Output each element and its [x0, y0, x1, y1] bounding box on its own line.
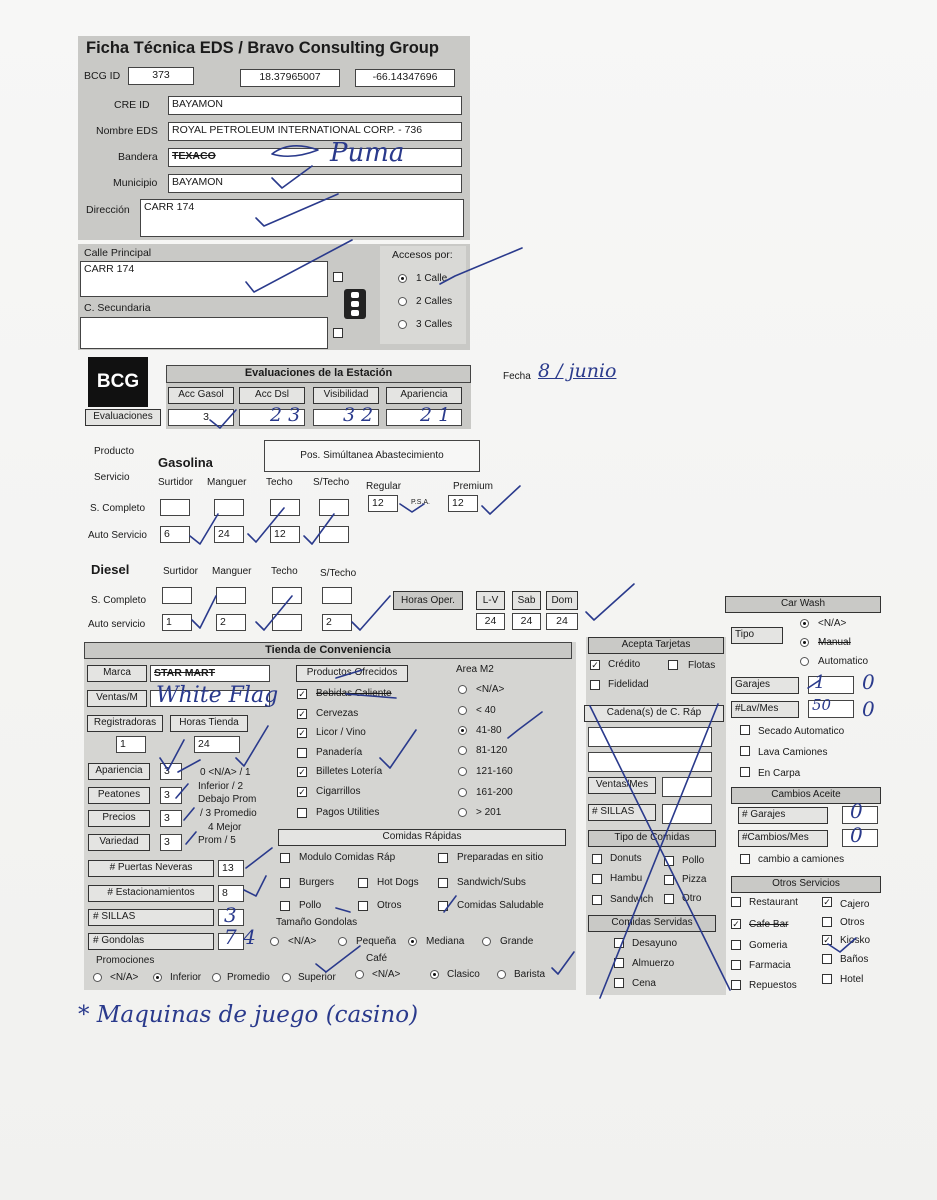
- calle-secundaria-field[interactable]: [80, 317, 328, 349]
- cambios-mes-label: #Cambios/Mes: [738, 830, 828, 847]
- puertas-field[interactable]: 13: [218, 860, 244, 877]
- tamano-mediana-radio[interactable]: [408, 937, 417, 946]
- cafe-na-radio[interactable]: [355, 970, 364, 979]
- tamano-na-radio[interactable]: [270, 937, 279, 946]
- apariencia-label: Apariencia: [88, 763, 150, 780]
- premium-field[interactable]: 12: [448, 495, 478, 512]
- gas-col-manguer: Manguer: [207, 477, 247, 488]
- gondolas-handwritten: 7 4: [224, 925, 256, 949]
- cadena-field-2[interactable]: [588, 752, 712, 772]
- prod-bebidas-label: Bebidas Caliente: [316, 688, 392, 699]
- otros-cafebar-label: Cafe Bar: [749, 919, 789, 930]
- tipo-pollo-checkbox[interactable]: [664, 856, 674, 866]
- sillas-handwritten: 3: [224, 903, 237, 927]
- gas-auto-surtidor[interactable]: 6: [160, 526, 190, 543]
- gas-s-completo-label: S. Completo: [90, 503, 146, 514]
- visibilidad-handwritten: 3 2: [343, 404, 374, 426]
- tipo-hambu-checkbox[interactable]: [592, 874, 602, 884]
- servida-desayuno-checkbox[interactable]: [614, 938, 624, 948]
- bandera-field[interactable]: TEXACO: [168, 148, 462, 167]
- dsl-auto-manguer[interactable]: 2: [216, 614, 246, 631]
- servida-cena-label: Cena: [632, 978, 656, 989]
- traffic-light-icon: [344, 289, 366, 319]
- otros-banos-label: Baños: [840, 954, 869, 965]
- area-161-200-radio[interactable]: [458, 788, 467, 797]
- tarjetas-title: Acepta Tarjetas: [588, 637, 724, 654]
- calle-secundaria-label: C. Secundaria: [84, 302, 151, 314]
- secado-checkbox[interactable]: [740, 725, 750, 735]
- en-carpa-checkbox[interactable]: [740, 767, 750, 777]
- municipio-label: Municipio: [113, 177, 158, 189]
- area-201-label: > 201: [476, 807, 502, 818]
- calle-principal-field[interactable]: CARR 174: [80, 261, 328, 297]
- otros-hotel-label: Hotel: [840, 974, 864, 985]
- area-121-160-label: 121-160: [476, 766, 513, 777]
- tienda-title: Tienda de Conveniencia: [84, 642, 572, 659]
- comida-otros-label: Otros: [377, 900, 402, 911]
- horas-dom-field[interactable]: 24: [546, 613, 578, 630]
- dsl-sc-surtidor[interactable]: [162, 587, 192, 604]
- cafe-barista-radio[interactable]: [497, 970, 506, 979]
- tipo-otro-checkbox[interactable]: [664, 894, 674, 904]
- promo-promedio-radio[interactable]: [212, 973, 221, 982]
- otros-restaurant-label: Restaurant: [749, 897, 798, 908]
- peatones-field[interactable]: 3: [160, 787, 182, 804]
- pos-simultanea-box: Pos. Simúltanea Abastecimiento: [264, 440, 480, 472]
- dsl-col-surtidor: Surtidor: [163, 566, 199, 577]
- tipo-hambu-label: Hambu: [610, 873, 643, 884]
- precios-label: Precios: [88, 810, 150, 827]
- visibilidad-header: Visibilidad: [313, 387, 379, 404]
- camiones-label: cambio a camiones: [758, 854, 845, 865]
- servida-cena-checkbox[interactable]: [614, 978, 624, 988]
- servida-almuerzo-checkbox[interactable]: [614, 958, 624, 968]
- tipo-pollo-label: Pollo: [682, 855, 705, 866]
- flotas-label: Flotas: [688, 660, 716, 671]
- horas-tienda-label: Horas Tienda: [170, 715, 248, 732]
- productos-label: Productos Ofrecidos: [296, 665, 408, 682]
- gas-col-techo: Techo: [266, 477, 293, 488]
- prod-pagos-label: Pagos Utilities: [316, 807, 380, 818]
- comida-preparadas-label: Preparadas en sitio: [457, 852, 544, 863]
- area-na-label: <N/A>: [476, 684, 505, 695]
- gas-auto-label: Auto Servicio: [88, 530, 147, 541]
- prod-panaderia-label: Panadería: [316, 747, 363, 758]
- dsl-sc-stecho[interactable]: [322, 587, 352, 604]
- acceso-1-label: 1 Calle: [416, 273, 448, 284]
- garajes-label: Garajes: [731, 677, 799, 694]
- ventas-label: Ventas/M: [87, 690, 147, 707]
- dsl-auto-label: Auto servicio: [88, 619, 146, 630]
- accesos-label: Accesos por:: [392, 249, 453, 261]
- servida-desayuno-label: Desayuno: [632, 938, 678, 949]
- comida-modulo-label: Modulo Comidas Ráp: [299, 852, 396, 863]
- otros-repuestos-label: Repuestos: [749, 980, 797, 991]
- registradoras-field[interactable]: 1: [116, 736, 146, 753]
- cafe-na-label: <N/A>: [372, 969, 401, 980]
- cadena-sillas-field[interactable]: [662, 804, 712, 824]
- cambios-title: Cambios Aceite: [731, 787, 881, 804]
- scale-3: / 3 Promedio: [200, 808, 257, 819]
- otros-restaurant-checkbox[interactable]: [731, 897, 741, 907]
- comida-sandwich-checkbox[interactable]: [438, 878, 448, 888]
- comida-preparadas-checkbox[interactable]: [438, 853, 448, 863]
- acceso-1-radio[interactable]: [398, 274, 407, 283]
- bcg-logo: BCG: [88, 357, 148, 407]
- credito-label: Crédito: [608, 659, 641, 670]
- credito-checkbox[interactable]: ✓: [591, 660, 599, 670]
- regular-label: Regular: [366, 481, 402, 492]
- gas-col-stecho: S/Techo: [313, 477, 350, 488]
- evaluaciones-title: Evaluaciones de la Estación: [166, 365, 471, 383]
- estac-field[interactable]: 8: [218, 885, 244, 902]
- area-40-label: < 40: [476, 705, 496, 716]
- promo-na-label: <N/A>: [110, 972, 139, 983]
- cadena-label: Cadena(s) de C. Ráp: [584, 705, 724, 722]
- garajes-handwritten: 1: [814, 672, 826, 693]
- camiones-checkbox[interactable]: [740, 854, 750, 864]
- calle-principal-label: Calle Principal: [84, 247, 152, 259]
- cadena-sillas-label: # SILLAS: [588, 804, 656, 821]
- otros-kiosko-checkbox[interactable]: ✓: [823, 935, 831, 945]
- gas-sc-techo[interactable]: [270, 499, 300, 516]
- tipo-pizza-checkbox[interactable]: [664, 875, 674, 885]
- variedad-field[interactable]: 3: [160, 834, 182, 851]
- tamano-pequena-label: Pequeña: [356, 936, 397, 947]
- prod-bebidas-checkbox[interactable]: ✓: [298, 689, 306, 699]
- lava-camiones-label: Lava Camiones: [758, 747, 828, 758]
- carwash-tipo-label: Tipo: [731, 627, 783, 644]
- otros-cajero-checkbox[interactable]: ✓: [823, 897, 831, 907]
- tipo-otro-label: Otro: [682, 893, 702, 904]
- direccion-label: Dirección: [86, 204, 130, 216]
- area-161-200-label: 161-200: [476, 787, 513, 798]
- tamano-grande-label: Grande: [500, 936, 534, 947]
- comidas-servidas-label: Comidas Servidas: [588, 915, 716, 932]
- latitude-field[interactable]: 18.37965007: [240, 69, 340, 87]
- nombre-field[interactable]: ROYAL PETROLEUM INTERNATIONAL CORP. - 736: [168, 122, 462, 141]
- promo-na-radio[interactable]: [93, 973, 102, 982]
- cre-id-field[interactable]: BAYAMON: [168, 96, 462, 115]
- comida-saludable-checkbox[interactable]: [438, 901, 448, 911]
- acc-gasol-header: Acc Gasol: [168, 387, 234, 404]
- horas-dom-header: Dom: [546, 591, 578, 610]
- tamano-na-label: <N/A>: [288, 936, 317, 947]
- prod-cervezas-checkbox[interactable]: ✓: [298, 709, 306, 719]
- lav-mes-label: #Lav/Mes: [731, 701, 799, 718]
- fecha-label: Fecha: [503, 371, 531, 382]
- nombre-label: Nombre EDS: [96, 125, 158, 137]
- carwash-na-radio[interactable]: [800, 619, 809, 628]
- diesel-title: Diesel: [91, 562, 130, 577]
- horas-lv-header: L-V: [476, 591, 505, 610]
- otros-kiosko-label: Kiosko: [840, 935, 871, 946]
- prod-loteria-checkbox[interactable]: ✓: [298, 767, 306, 777]
- ventas-handwritten: White Flag: [156, 683, 279, 708]
- acc-dsl-header: Acc Dsl: [239, 387, 305, 404]
- otros-repuestos-checkbox[interactable]: [731, 980, 741, 990]
- tamano-label: Tamaño Gondolas: [276, 917, 358, 928]
- puertas-label: # Puertas Neveras: [88, 860, 214, 877]
- acceso-2-label: 2 Calles: [416, 296, 453, 307]
- cambios-mes-mark: 0: [850, 823, 863, 847]
- comidas-rapidas-label: Comidas Rápidas: [278, 829, 566, 846]
- dsl-s-completo-label: S. Completo: [91, 595, 147, 606]
- comida-hotdogs-checkbox[interactable]: [358, 878, 368, 888]
- tipo-sandwich-checkbox[interactable]: [592, 895, 602, 905]
- area-81-120-label: 81-120: [476, 745, 508, 756]
- dsl-sc-manguer[interactable]: [216, 587, 246, 604]
- servicio-label: Servicio: [94, 472, 130, 483]
- gas-sc-manguer[interactable]: [214, 499, 244, 516]
- fidelidad-label: Fidelidad: [608, 679, 649, 690]
- horas-oper-label: Horas Oper.: [393, 591, 463, 610]
- cambios-garajes-mark: 0: [850, 799, 863, 823]
- tamano-pequena-radio[interactable]: [338, 937, 347, 946]
- comida-pollo-label: Pollo: [299, 900, 322, 911]
- carwash-auto-label: Automatico: [818, 656, 869, 667]
- prod-cervezas-label: Cervezas: [316, 708, 359, 719]
- dsl-auto-surtidor[interactable]: 1: [162, 614, 192, 631]
- promo-inferior-radio[interactable]: [153, 973, 162, 982]
- garajes-mark: 0: [862, 670, 875, 694]
- dsl-col-stecho: S/Techo: [320, 568, 357, 579]
- gondolas-label: # Gondolas: [88, 933, 214, 950]
- area-201-radio[interactable]: [458, 808, 467, 817]
- psa-label: P.S.A.: [411, 499, 430, 506]
- servida-almuerzo-label: Almuerzo: [632, 958, 675, 969]
- tamano-mediana-label: Mediana: [426, 936, 465, 947]
- cafe-barista-label: Barista: [514, 969, 546, 980]
- producto-label: Producto: [94, 446, 135, 457]
- apariencia-header: Apariencia: [386, 387, 462, 404]
- gas-auto-manguer[interactable]: 24: [214, 526, 244, 543]
- dsl-col-techo: Techo: [271, 566, 298, 577]
- prod-loteria-label: Billetes Lotería: [316, 766, 383, 777]
- otros-farmacia-label: Farmacia: [749, 960, 791, 971]
- cadena-field-1[interactable]: [588, 727, 712, 747]
- carwash-na-label: <N/A>: [818, 618, 847, 629]
- horas-lv-field[interactable]: 24: [476, 613, 505, 630]
- longitude-field[interactable]: -66.14347696: [355, 69, 455, 87]
- cafe-clasico-label: Clasico: [447, 969, 480, 980]
- prod-panaderia-checkbox[interactable]: [297, 748, 307, 758]
- acc-dsl-handwritten: 2 3: [270, 404, 301, 426]
- direccion-field[interactable]: CARR 174: [140, 199, 464, 237]
- comida-otros-checkbox[interactable]: [358, 901, 368, 911]
- area-121-160-radio[interactable]: [458, 767, 467, 776]
- acceso-3-radio[interactable]: [398, 320, 407, 329]
- cambios-garajes-label: # Garajes: [738, 807, 828, 824]
- promo-superior-label: Superior: [298, 972, 336, 983]
- estac-label: # Estacionamientos: [88, 885, 214, 902]
- cafe-clasico-radio[interactable]: [430, 970, 439, 979]
- marca-field[interactable]: STAR MART: [150, 665, 270, 682]
- otros-hotel-checkbox[interactable]: [822, 974, 832, 984]
- otros-gomeria-checkbox[interactable]: [731, 940, 741, 950]
- apariencia-tienda-field[interactable]: 3: [160, 763, 182, 780]
- comida-burgers-label: Burgers: [299, 877, 335, 888]
- area-41-80-radio[interactable]: [458, 726, 467, 735]
- otros-banos-checkbox[interactable]: [822, 954, 832, 964]
- registradoras-label: Registradoras: [87, 715, 163, 732]
- precios-field[interactable]: 3: [160, 810, 182, 827]
- premium-label: Premium: [453, 481, 494, 492]
- cre-id-label: CRE ID: [114, 99, 150, 111]
- scale-5: Prom / 5: [198, 835, 236, 846]
- fidelidad-checkbox[interactable]: [590, 680, 600, 690]
- horas-tienda-field[interactable]: 24: [194, 736, 240, 753]
- comida-sandwich-label: Sandwich/Subs: [457, 877, 526, 888]
- promociones-label: Promociones: [96, 955, 155, 966]
- tamano-grande-radio[interactable]: [482, 937, 491, 946]
- acc-gasol-field[interactable]: 3: [168, 409, 234, 426]
- gas-col-surtidor: Surtidor: [158, 477, 194, 488]
- scale-0: 0 <N/A> / 1: [200, 767, 251, 778]
- cafe-label: Café: [366, 953, 388, 964]
- carwash-manual-label: Manual: [818, 637, 851, 648]
- comida-modulo-checkbox[interactable]: [280, 853, 290, 863]
- gasolina-title: Gasolina: [158, 455, 213, 470]
- promo-inferior-label: Inferior: [170, 972, 202, 983]
- lav-mes-mark: 0: [862, 697, 875, 721]
- fecha-handwritten: 8 / junio: [538, 360, 617, 382]
- prod-cigarrillos-label: Cigarrillos: [316, 786, 361, 797]
- scale-2: Debajo Prom: [198, 794, 257, 805]
- cadena-ventas-field[interactable]: [662, 777, 712, 797]
- evaluaciones-row-label: Evaluaciones: [85, 409, 161, 426]
- prod-licor-label: Licor / Vino: [316, 727, 366, 738]
- otros-gomeria-label: Gomeria: [749, 940, 788, 951]
- tipo-donuts-checkbox[interactable]: [592, 854, 602, 864]
- area-40-radio[interactable]: [458, 706, 467, 715]
- gas-sc-stecho[interactable]: [319, 499, 349, 516]
- carwash-auto-radio[interactable]: [800, 657, 809, 666]
- comida-hotdogs-label: Hot Dogs: [377, 877, 419, 888]
- dsl-sc-techo[interactable]: [272, 587, 302, 604]
- scale-1: Inferior / 2: [198, 781, 244, 792]
- marca-label: Marca: [87, 665, 147, 682]
- acceso-3-label: 3 Calles: [416, 319, 453, 330]
- area-label: Area M2: [456, 664, 494, 675]
- area-81-120-radio[interactable]: [458, 746, 467, 755]
- cadena-ventas-label: Ventas/Mes: [588, 777, 656, 794]
- peatones-label: Peatones: [88, 787, 150, 804]
- dsl-auto-stecho[interactable]: 2: [322, 614, 352, 631]
- otros-cafebar-checkbox[interactable]: ✓: [732, 919, 740, 929]
- gas-sc-surtidor[interactable]: [160, 499, 190, 516]
- area-41-80-label: 41-80: [476, 725, 502, 736]
- horas-sab-header: Sab: [512, 591, 541, 610]
- bandera-handwritten: Puma: [330, 138, 405, 168]
- tipo-pizza-label: Pizza: [682, 874, 707, 885]
- carwash-manual-radio[interactable]: [800, 638, 809, 647]
- prod-licor-checkbox[interactable]: ✓: [298, 728, 306, 738]
- lava-camiones-checkbox[interactable]: [740, 746, 750, 756]
- prod-cigarrillos-checkbox[interactable]: ✓: [298, 787, 306, 797]
- secado-label: Secado Automatico: [758, 726, 845, 737]
- dsl-auto-techo[interactable]: [272, 614, 302, 631]
- form-title: Ficha Técnica EDS / Bravo Consulting Group: [78, 36, 470, 60]
- area-na-radio[interactable]: [458, 685, 467, 694]
- tipo-donuts-label: Donuts: [610, 853, 642, 864]
- carwash-title: Car Wash: [725, 596, 881, 613]
- otros-cajero-label: Cajero: [840, 899, 870, 910]
- gas-auto-stecho[interactable]: [319, 526, 349, 543]
- otros-otros-checkbox[interactable]: [822, 917, 832, 927]
- secundaria-checkbox[interactable]: [333, 328, 343, 338]
- bcg-id-field[interactable]: 373: [128, 67, 194, 85]
- promo-promedio-label: Promedio: [227, 972, 270, 983]
- horas-sab-field[interactable]: 24: [512, 613, 541, 630]
- otros-otros-label: Otros: [840, 917, 865, 928]
- otros-farmacia-checkbox[interactable]: [731, 960, 741, 970]
- gas-auto-techo[interactable]: 12: [270, 526, 300, 543]
- sillas-label: # SILLAS: [88, 909, 214, 926]
- acceso-2-radio[interactable]: [398, 297, 407, 306]
- tipo-comidas-label: Tipo de Comidas: [588, 830, 716, 847]
- variedad-label: Variedad: [88, 834, 150, 851]
- dsl-col-manguer: Manguer: [212, 566, 252, 577]
- apariencia-handwritten: 2 1: [420, 404, 451, 426]
- comida-saludable-label: Comidas Saludable: [457, 900, 544, 911]
- en-carpa-label: En Carpa: [758, 768, 801, 779]
- municipio-field[interactable]: BAYAMON: [168, 174, 462, 193]
- bandera-label: Bandera: [118, 151, 158, 163]
- bcg-id-label: BCG ID: [84, 70, 121, 82]
- lav-mes-handwritten: 50: [812, 696, 832, 714]
- regular-field[interactable]: 12: [368, 495, 398, 512]
- promo-superior-radio[interactable]: [282, 973, 291, 982]
- principal-checkbox[interactable]: [333, 272, 343, 282]
- comida-burgers-checkbox[interactable]: [280, 878, 290, 888]
- scale-4: 4 Mejor: [208, 822, 242, 833]
- flotas-checkbox[interactable]: [668, 660, 678, 670]
- comida-pollo-checkbox[interactable]: [280, 901, 290, 911]
- tipo-sandwich-label: Sandwich: [610, 894, 654, 905]
- otros-servicios-title: Otros Servicios: [731, 876, 881, 893]
- prod-pagos-checkbox[interactable]: [297, 808, 307, 818]
- handwritten-note: * Maquinas de juego (casino): [78, 1002, 419, 1028]
